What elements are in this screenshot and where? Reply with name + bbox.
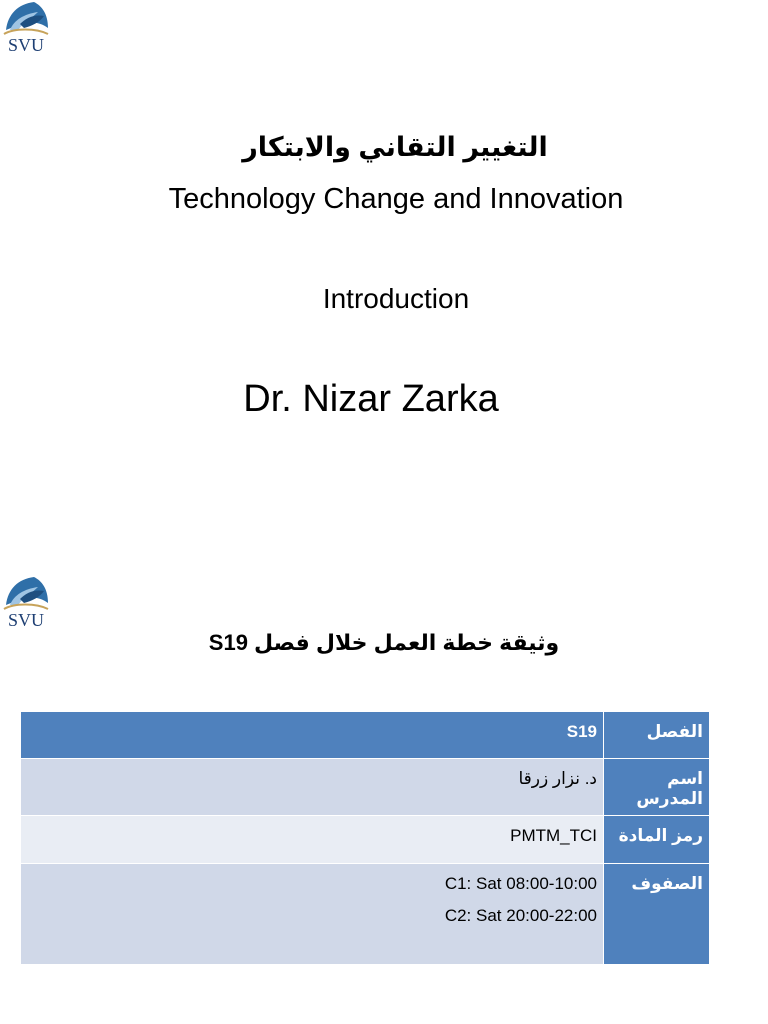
title-english: Technology Change and Innovation	[168, 183, 624, 215]
table-row	[21, 759, 710, 816]
row-label-semester: الفصل	[604, 712, 710, 759]
row-value-course-code: PMTM_TCI	[21, 816, 604, 864]
svu-logo	[0, 575, 52, 629]
plan-slide	[0, 512, 768, 1024]
author-name: Dr. Nizar Zarka	[243, 378, 499, 420]
svg-text:SVU: SVU	[7, 35, 45, 54]
plan-table	[20, 711, 710, 965]
table-row	[21, 816, 710, 864]
row-value-instructor: د. نزار زرقا	[21, 759, 604, 816]
class-schedule-c2: C2: Sat 20:00-22:00	[444, 906, 597, 925]
svu-logo	[0, 0, 52, 54]
row-label-course-code: رمز المادة	[604, 816, 710, 864]
row-label-instructor: اسم المدرس	[604, 759, 710, 816]
subtitle: Introduction	[322, 283, 470, 314]
row-value-semester: S19	[21, 712, 604, 759]
row-value-classes	[21, 864, 604, 965]
class-schedule-c1: C1: Sat 08:00-10:00	[444, 874, 597, 893]
plan-title: وثيقة خطة العمل خلال فصل S19	[208, 630, 560, 655]
svg-text:SVU: SVU	[7, 610, 45, 629]
table-row	[21, 864, 710, 965]
row-label-classes: الصفوف	[604, 864, 710, 965]
table-row	[21, 712, 710, 759]
title-arabic: التغيير التقاني والابتكار	[242, 132, 548, 162]
